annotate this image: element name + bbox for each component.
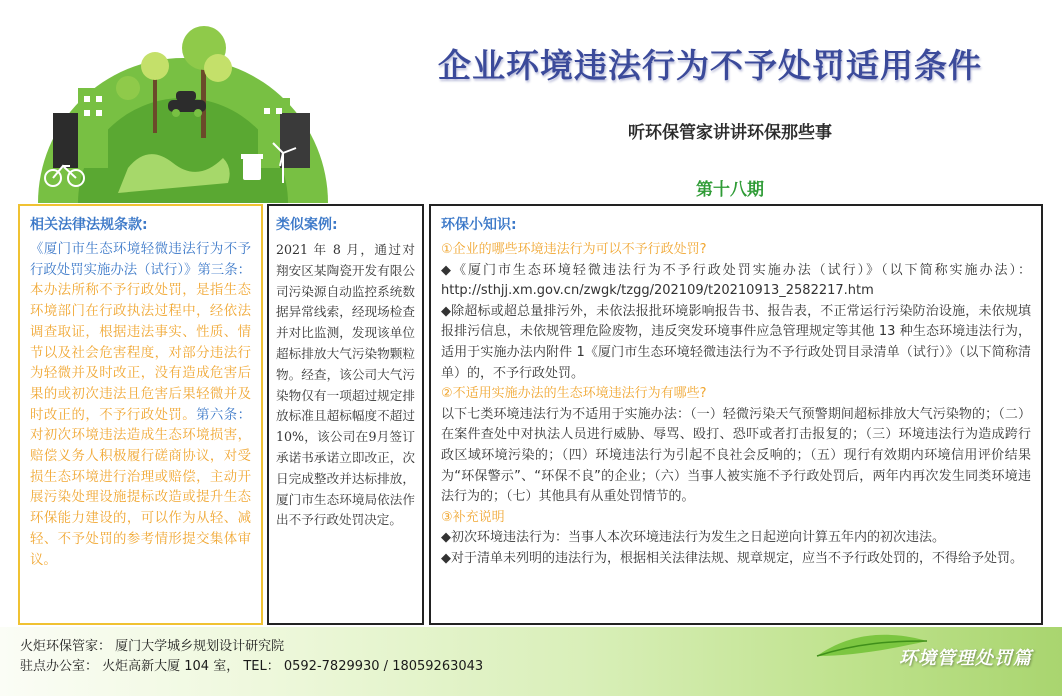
answer-1-paragraph: ◆除超标或超总量排污外，未依法报批环境影响报告书、报告表，不正常运行污染防治设施，未依规填报排污信息，未依规管理危险废物，违反突发环境事件应急管理规定等其他 13 种生态环境违法行为，适用于实施办法内附件 1《厦门市生态环境轻微违法行为不予行政处罚目录清单（试行）》（以下简称清单）的，不予行政处罚。 bbox=[441, 303, 1031, 381]
green-city-illustration bbox=[18, 18, 348, 203]
knowledge-panel bbox=[429, 204, 1043, 625]
question-3: ③补充说明 bbox=[441, 509, 505, 525]
supplement-paragraph-2: ◆对于清单未列明的违法行为，根据相关法律法规、规章规定，应当不予行政处罚的，不得给予处罚。 bbox=[441, 550, 1023, 566]
answer-1-link-paragraph: ◆《厦门市生态环境轻微违法行为不予行政处罚实施办法（试行）》（以下简称实施办法）：http://sthjj.xm.gov.cn/zwgk/tzgg/202109/t20210913_2582217.htm bbox=[441, 262, 1031, 299]
knowledge-heading: 环保小知识: bbox=[441, 217, 517, 233]
supplement-paragraph-1: ◆初次环境违法行为：当事人本次环境违法行为发生之日起逆向计算五年内的初次违法。 bbox=[441, 530, 945, 546]
footer-banner bbox=[0, 627, 1062, 696]
law-article-6-label: 第六条： bbox=[196, 407, 252, 423]
question-2: ②不适用实施办法的生态环境违法行为有哪些? bbox=[441, 386, 707, 402]
issue-number: 第十八期 bbox=[696, 180, 764, 200]
law-intro: 《厦门市生态环境轻微违法行为不予行政处罚实施办法（试行）》第三条： bbox=[30, 242, 251, 278]
case-heading: 类似案例: bbox=[276, 217, 338, 233]
law-panel bbox=[18, 204, 263, 625]
question-1: ①企业的哪些环境违法行为可以不予行政处罚? bbox=[441, 242, 707, 257]
case-text: 2021 年 8 月，通过对翔安区某陶瓷开发有限公司污染源自动监控系统数据异常线索，经现场检查并对比监测，发现该单位超标排放大气污染物颗粒物。经查，该公司大气污染物仅有一项超过规定排放标准且超标幅度不超过 10%，该公司在9月签订承诺书承诺立即改正，次日完成整改并达标排放，厦门市生态环境局依法作出不予行政处罚决定。 bbox=[276, 242, 415, 528]
recycle-bin-icon bbox=[241, 154, 263, 180]
law-text bbox=[30, 240, 251, 571]
case-panel bbox=[267, 204, 424, 625]
page-title: 企业环境违法行为不予处罚适用条件 bbox=[438, 46, 982, 85]
law-article-3: 本办法所称不予行政处罚，是指生态环境部门在行政执法过程中，经依法调查取证，根据违法事实、性质、情节以及社会危害程度，对部分违法行为轻微并及时改正，没有造成危害后果的或初次违法且危害后果轻微并及时改正的，不予行政处罚。 bbox=[30, 283, 251, 423]
law-heading: 相关法律法规条款: bbox=[30, 217, 148, 233]
footer-company: 火炬环保管家： 厦门大学城乡规划设计研究院 bbox=[20, 639, 285, 654]
knowledge-text bbox=[441, 240, 1031, 570]
footer-contact: 驻点办公室： 火炬高新大厦 104 室， TEL： 0592-7829930 / 18059263043 bbox=[20, 659, 484, 674]
answer-2-paragraph: 以下七类环境违法行为不适用于实施办法：（一）轻微污染天气预警期间超标排放大气污染物的；（二）在案件查处中对执法人员进行威胁、辱骂、殴打、恐吓或者打击报复的；（三）环境违法行为造成跨行政区域环境污染的；（四）环境违法行为引起不良社会反响的；（五）现行有效期内环境信用评价结果为“环保警示”、“环保不良”的企业；（六）当事人被实施不予行政处罚后，两年内再次发生同类环境违法行为的；（七）其他具有从重处罚情节的。 bbox=[441, 406, 1031, 505]
page-subtitle: 听环保管家讲讲环保那些事 bbox=[628, 123, 832, 143]
law-article-6: 对初次环境违法造成生态环境损害，赔偿义务人积极履行磋商协议，对受损生态环境进行治理或赔偿，主动开展污染处理设施提标改造或提升生态环保能力建设的，可以作为从轻、减轻、不予处罚的参考情形提交集体审议。 bbox=[30, 428, 251, 568]
footer-tag: 环境管理处罚篇 bbox=[899, 648, 1032, 669]
